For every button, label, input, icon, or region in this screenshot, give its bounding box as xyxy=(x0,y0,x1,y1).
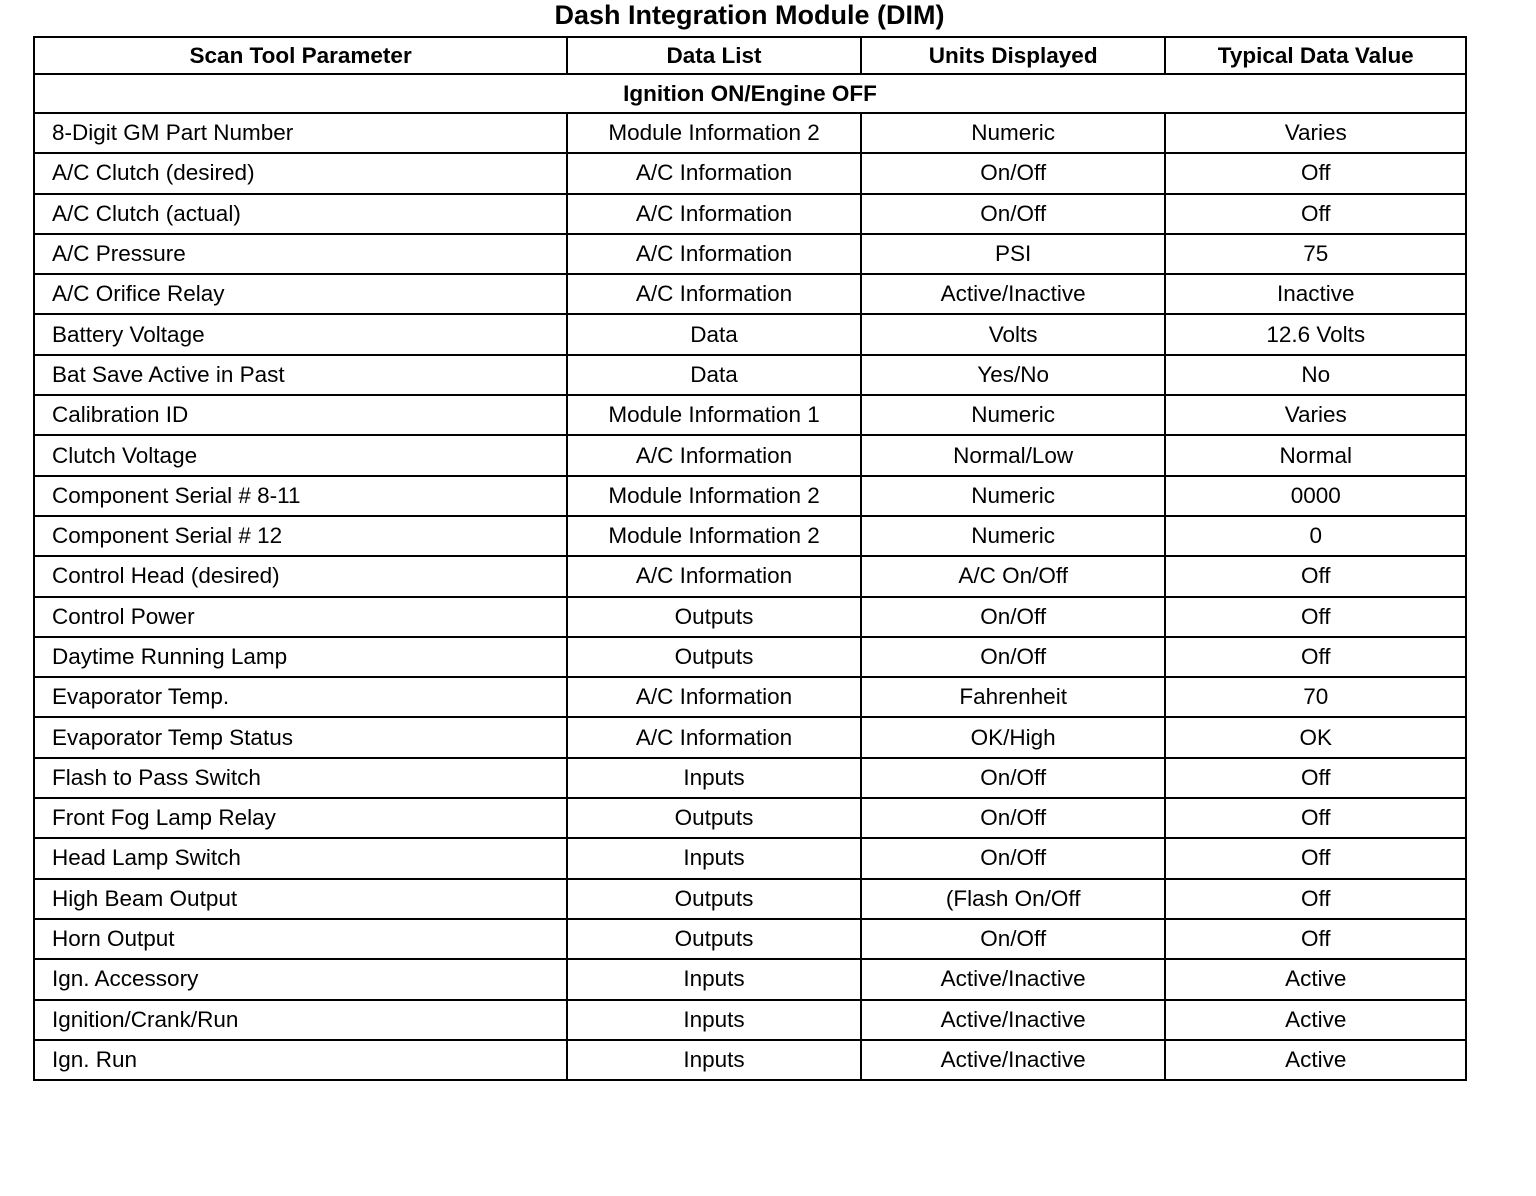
units-cell: Numeric xyxy=(861,395,1166,435)
parameter-cell: Ign. Accessory xyxy=(34,959,567,999)
table-row xyxy=(34,476,1466,516)
units-cell: On/Off xyxy=(861,758,1166,798)
units-cell: Numeric xyxy=(861,476,1166,516)
table-row xyxy=(34,717,1466,757)
header-typical-data-value: Typical Data Value xyxy=(1165,37,1466,74)
data-list-cell: A/C Information xyxy=(567,234,861,274)
typical-value-cell: Off xyxy=(1165,153,1466,193)
header-units-displayed: Units Displayed xyxy=(861,37,1166,74)
parameter-cell: Ign. Run xyxy=(34,1040,567,1080)
table-row xyxy=(34,435,1466,475)
units-cell: Active/Inactive xyxy=(861,274,1166,314)
data-list-cell: Module Information 2 xyxy=(567,113,861,153)
table-row xyxy=(34,758,1466,798)
parameter-cell: A/C Pressure xyxy=(34,234,567,274)
typical-value-cell: Off xyxy=(1165,194,1466,234)
parameter-cell: A/C Clutch (desired) xyxy=(34,153,567,193)
data-list-cell: Outputs xyxy=(567,879,861,919)
units-cell: On/Off xyxy=(861,798,1166,838)
parameter-cell: A/C Clutch (actual) xyxy=(34,194,567,234)
table-row xyxy=(34,556,1466,596)
typical-value-cell: 12.6 Volts xyxy=(1165,314,1466,354)
typical-value-cell: Off xyxy=(1165,556,1466,596)
parameter-cell: Control Power xyxy=(34,597,567,637)
section-label: Ignition ON/Engine OFF xyxy=(34,74,1466,113)
parameter-cell: Evaporator Temp Status xyxy=(34,717,567,757)
typical-value-cell: OK xyxy=(1165,717,1466,757)
table-row xyxy=(34,1040,1466,1080)
units-cell: On/Off xyxy=(861,919,1166,959)
data-list-cell: A/C Information xyxy=(567,677,861,717)
table-row xyxy=(34,798,1466,838)
parameter-cell: Front Fog Lamp Relay xyxy=(34,798,567,838)
parameter-cell: Horn Output xyxy=(34,919,567,959)
data-list-cell: Outputs xyxy=(567,637,861,677)
table-row xyxy=(34,597,1466,637)
typical-value-cell: No xyxy=(1165,355,1466,395)
units-cell: Volts xyxy=(861,314,1166,354)
parameter-cell: Ignition/Crank/Run xyxy=(34,1000,567,1040)
table-row xyxy=(34,395,1466,435)
units-cell: On/Off xyxy=(861,194,1166,234)
typical-value-cell: Varies xyxy=(1165,113,1466,153)
data-list-cell: Inputs xyxy=(567,959,861,999)
table-row xyxy=(34,637,1466,677)
table-row xyxy=(34,879,1466,919)
data-list-cell: Outputs xyxy=(567,798,861,838)
typical-value-cell: Off xyxy=(1165,798,1466,838)
table-row xyxy=(34,234,1466,274)
units-cell: Active/Inactive xyxy=(861,1040,1166,1080)
typical-value-cell: Off xyxy=(1165,637,1466,677)
typical-value-cell: 0000 xyxy=(1165,476,1466,516)
units-cell: Numeric xyxy=(861,113,1166,153)
data-list-cell: Data xyxy=(567,355,861,395)
parameter-cell: A/C Orifice Relay xyxy=(34,274,567,314)
units-cell: Active/Inactive xyxy=(861,1000,1166,1040)
data-list-cell: Module Information 2 xyxy=(567,516,861,556)
table-row xyxy=(34,194,1466,234)
units-cell: On/Off xyxy=(861,637,1166,677)
units-cell: Fahrenheit xyxy=(861,677,1166,717)
data-list-cell: Inputs xyxy=(567,838,861,878)
typical-value-cell: Active xyxy=(1165,1040,1466,1080)
data-list-cell: A/C Information xyxy=(567,556,861,596)
data-list-cell: A/C Information xyxy=(567,435,861,475)
table-row xyxy=(34,959,1466,999)
units-cell: On/Off xyxy=(861,153,1166,193)
data-list-cell: Outputs xyxy=(567,919,861,959)
data-list-cell: Outputs xyxy=(567,597,861,637)
table-row xyxy=(34,838,1466,878)
document-title: Dash Integration Module (DIM) xyxy=(554,0,945,30)
header-data-list: Data List xyxy=(567,37,861,74)
typical-value-cell: Off xyxy=(1165,919,1466,959)
parameter-cell: Daytime Running Lamp xyxy=(34,637,567,677)
data-list-cell: Data xyxy=(567,314,861,354)
units-cell: (Flash On/Off xyxy=(861,879,1166,919)
parameter-cell: Evaporator Temp. xyxy=(34,677,567,717)
data-list-cell: Inputs xyxy=(567,1040,861,1080)
typical-value-cell: Off xyxy=(1165,597,1466,637)
data-list-cell: Inputs xyxy=(567,1000,861,1040)
units-cell: OK/High xyxy=(861,717,1166,757)
dim-data-table xyxy=(33,36,1467,1081)
typical-value-cell: 70 xyxy=(1165,677,1466,717)
units-cell: Normal/Low xyxy=(861,435,1166,475)
parameter-cell: Bat Save Active in Past xyxy=(34,355,567,395)
parameter-cell: 8-Digit GM Part Number xyxy=(34,113,567,153)
table-header-row xyxy=(34,37,1466,74)
typical-value-cell: Off xyxy=(1165,758,1466,798)
typical-value-cell: Active xyxy=(1165,959,1466,999)
table-row xyxy=(34,314,1466,354)
data-list-cell: A/C Information xyxy=(567,153,861,193)
typical-value-cell: Varies xyxy=(1165,395,1466,435)
data-list-cell: A/C Information xyxy=(567,717,861,757)
parameter-cell: Component Serial # 12 xyxy=(34,516,567,556)
table-row xyxy=(34,919,1466,959)
data-list-cell: Module Information 2 xyxy=(567,476,861,516)
typical-value-cell: Active xyxy=(1165,1000,1466,1040)
table-row xyxy=(34,274,1466,314)
table-row xyxy=(34,153,1466,193)
data-list-cell: Module Information 1 xyxy=(567,395,861,435)
table-row xyxy=(34,516,1466,556)
typical-value-cell: 75 xyxy=(1165,234,1466,274)
parameter-cell: Head Lamp Switch xyxy=(34,838,567,878)
parameter-cell: Calibration ID xyxy=(34,395,567,435)
parameter-cell: Control Head (desired) xyxy=(34,556,567,596)
units-cell: On/Off xyxy=(861,838,1166,878)
units-cell: PSI xyxy=(861,234,1166,274)
table-row xyxy=(34,355,1466,395)
typical-value-cell: Off xyxy=(1165,879,1466,919)
table-row xyxy=(34,113,1466,153)
typical-value-cell: Inactive xyxy=(1165,274,1466,314)
data-list-cell: A/C Information xyxy=(567,194,861,234)
parameter-cell: Component Serial # 8-11 xyxy=(34,476,567,516)
units-cell: On/Off xyxy=(861,597,1166,637)
parameter-cell: High Beam Output xyxy=(34,879,567,919)
units-cell: Active/Inactive xyxy=(861,959,1166,999)
parameter-cell: Flash to Pass Switch xyxy=(34,758,567,798)
section-row xyxy=(34,74,1466,113)
typical-value-cell: 0 xyxy=(1165,516,1466,556)
units-cell: Yes/No xyxy=(861,355,1166,395)
parameter-cell: Battery Voltage xyxy=(34,314,567,354)
units-cell: A/C On/Off xyxy=(861,556,1166,596)
typical-value-cell: Off xyxy=(1165,838,1466,878)
data-list-cell: Inputs xyxy=(567,758,861,798)
typical-value-cell: Normal xyxy=(1165,435,1466,475)
header-scan-tool-parameter: Scan Tool Parameter xyxy=(34,37,567,74)
parameter-cell: Clutch Voltage xyxy=(34,435,567,475)
units-cell: Numeric xyxy=(861,516,1166,556)
table-row xyxy=(34,1000,1466,1040)
data-list-cell: A/C Information xyxy=(567,274,861,314)
table-row xyxy=(34,677,1466,717)
